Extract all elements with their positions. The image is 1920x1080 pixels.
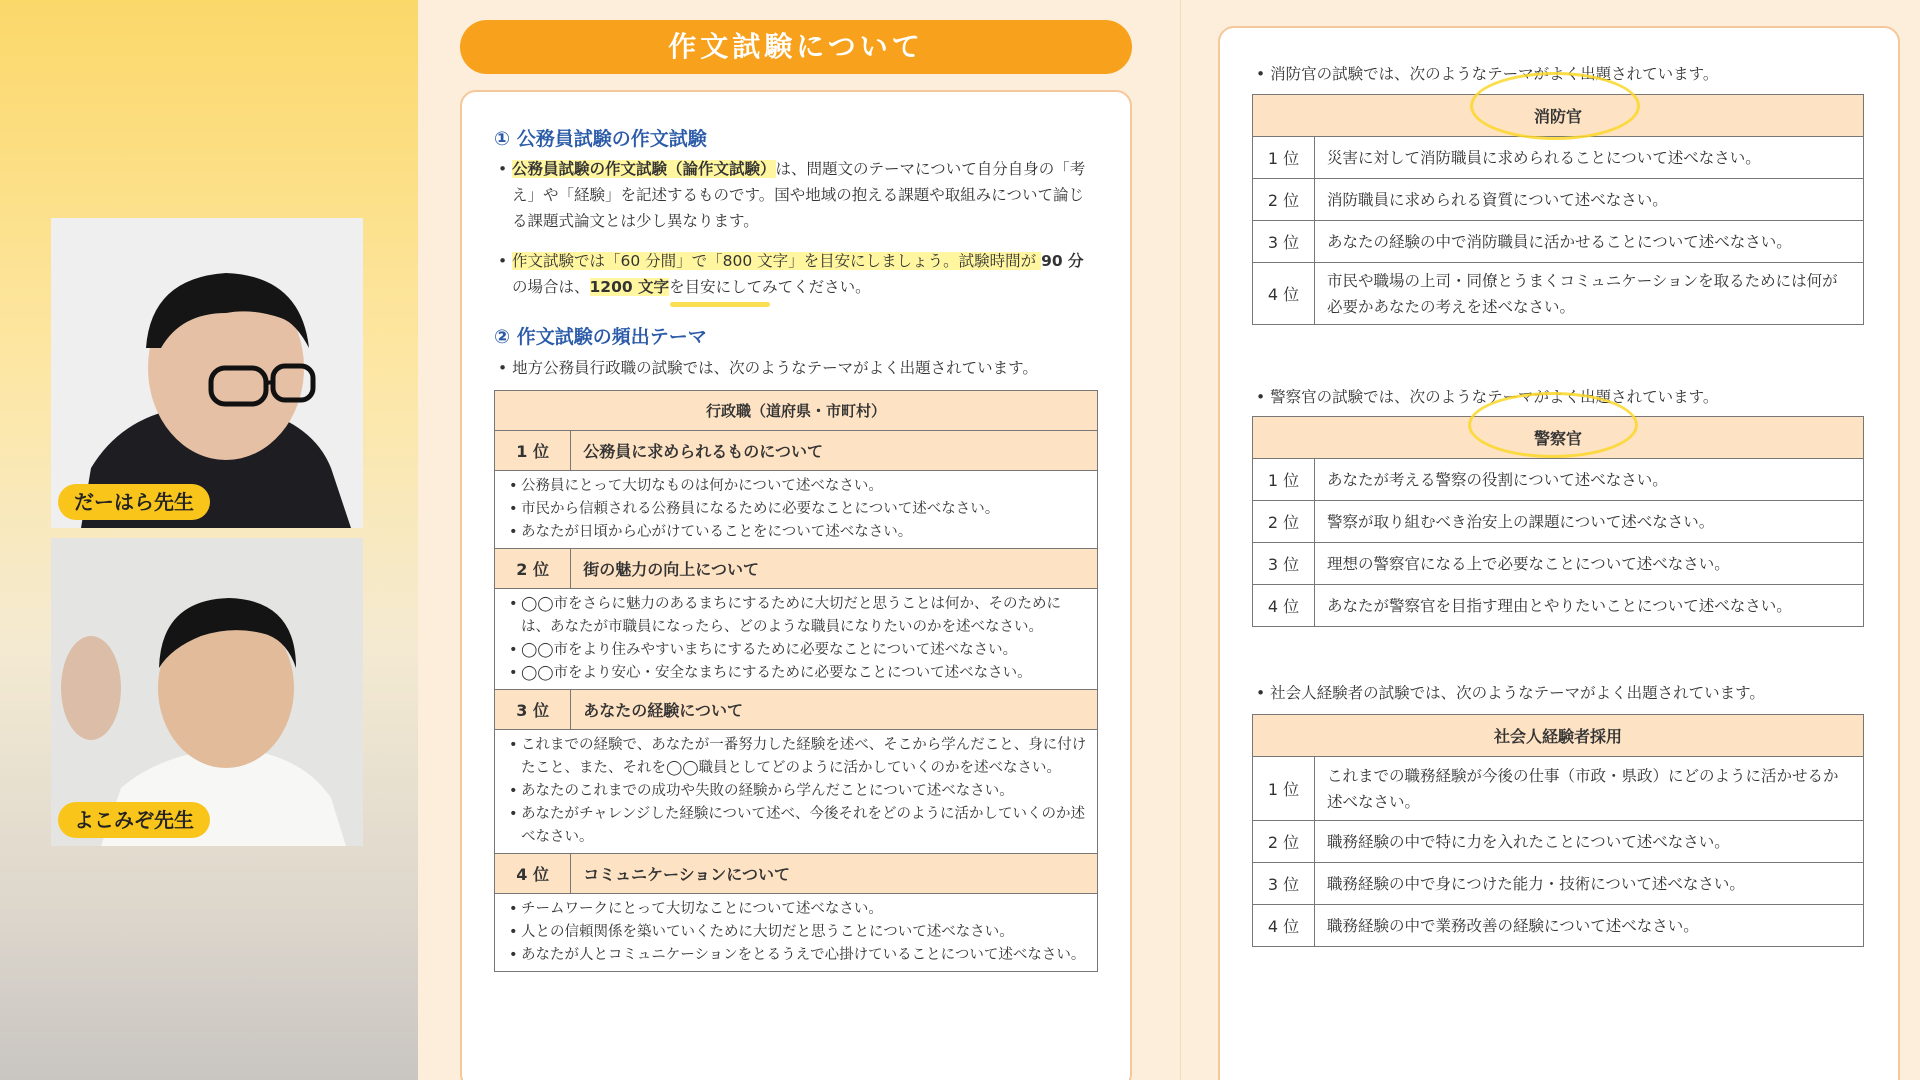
theme-table-career [1252,714,1864,947]
theme-cell: 警察が取り組むべき治安上の課題について述べなさい。 [1315,501,1864,543]
body-text: は、問題文のテーマについて自分自身の「考え」や「経験」を記述するものです。国や地域の抱える課題や取組みについて論じる課題式論文とは少し異なります。 [512,160,1086,230]
list-item: • あなたがチャレンジした経験について述べ、今後それをどのように活かしていくのか述べなさい。 [509,803,1087,849]
annotation-circle [1468,392,1638,458]
rank-cell: 3 位 [1253,543,1315,585]
emphasis-text: 公務員試験の作文試験（論作文試験） [512,160,776,178]
table-header: 社会人経験者採用 [1253,715,1864,757]
intro-text-fire: • 消防官の試験では、次のようなテーマがよく出題されています。 [1256,65,1719,83]
participant-name-badge: よこみぞ先生 [58,802,210,838]
list-item: • ◯◯市をより住みやすいまちにするために必要なことについて述べなさい。 [509,639,1087,662]
items-cell [495,894,1098,972]
participant-name-badge: だーはら先生 [58,484,210,520]
paragraph-time-guideline: • 作文試験では「60 分間」で「800 文字」を目安にしましょう。試験時間が 90 分の場合は、1200 文字を目安にしてみてください。 [498,252,1084,296]
body-text: を目安にしてみてください。 [669,278,871,296]
rank-cell: 4 位 [1253,585,1315,627]
list-item: • ◯◯市をより安心・安全なまちにするために必要なことについて述べなさい。 [509,662,1087,685]
rank-cell: 4 位 [495,854,571,894]
emphasis-text: 90 分 [1041,252,1084,270]
list-item: • あなたのこれまでの成功や失敗の経験から学んだことについて述べなさい。 [509,780,1087,803]
category-cell: 街の魅力の向上について [571,549,1098,589]
body-text: 作文試験では「60 分間」で「800 文字」を目安にしましょう。試験時間が [512,252,1042,270]
list-item: • ◯◯市をさらに魅力のあるまちにするために大切だと思うことは何か、そのためには、あなたが市職員になったら、どのような職員になりたいのかを述べなさい。 [509,593,1087,639]
rank-cell: 2 位 [1253,179,1315,221]
rank-cell: 1 位 [495,431,571,471]
intro-text-police: • 警察官の試験では、次のようなテーマがよく出題されています。 [1256,388,1719,406]
theme-cell: 理想の警察官になる上で必要なことについて述べなさい。 [1315,543,1864,585]
theme-cell: 職務経験の中で身につけた能力・技術について述べなさい。 [1315,863,1864,905]
list-item: • あなたが日頃から心がけていることをについて述べなさい。 [509,521,1087,544]
theme-cell: これまでの職務経験が今後の仕事（市政・県政）にどのように活かせるか述べなさい。 [1315,757,1864,821]
table-header: 行政職（道府県・市町村） [495,391,1098,431]
rank-cell: 4 位 [1253,263,1315,325]
theme-cell: あなたの経験の中で消防職員に活かせることについて述べなさい。 [1315,221,1864,263]
rank-cell: 3 位 [1253,221,1315,263]
section-title-frequent-themes: ② 作文試験の頻出テーマ [494,326,707,348]
theme-cell: 災害に対して消防職員に求められることについて述べなさい。 [1315,137,1864,179]
list-item: • 市民から信頼される公務員になるために必要なことについて述べなさい。 [509,498,1087,521]
list-item: • あなたが人とコミュニケーションをとるうえで心掛けていることについて述べなさい。 [509,944,1087,967]
list-item: • 公務員にとって大切なものは何かについて述べなさい。 [509,475,1087,498]
rank-cell: 2 位 [1253,821,1315,863]
theme-cell: 市民や職場の上司・同僚とうまくコミュニケーションを取るためには何が必要かあなたの考えを述べなさい。 [1315,263,1864,325]
page-title: 作文試験について [460,20,1132,74]
theme-cell: 職務経験の中で特に力を入れたことについて述べなさい。 [1315,821,1864,863]
intro-text-admin: • 地方公務員行政職の試験では、次のようなテーマがよく出題されています。 [498,359,1038,377]
intro-text-career: • 社会人経験者の試験では、次のようなテーマがよく出題されています。 [1256,684,1765,702]
rank-cell: 3 位 [495,690,571,730]
list-item: • 人との信頼関係を築いていくために大切だと思うことについて述べなさい。 [509,921,1087,944]
theme-cell: あなたが警察官を目指す理由とやりたいことについて述べなさい。 [1315,585,1864,627]
rank-cell: 1 位 [1253,459,1315,501]
video-tile-yokomizo[interactable] [51,538,363,846]
rank-cell: 1 位 [1253,137,1315,179]
rank-cell: 4 位 [1253,905,1315,947]
paragraph-essay-overview: • 公務員試験の作文試験（論作文試験）は、問題文のテーマについて自分自身の「考え」や「経験」を記述するものです。国や地域の抱える課題や取組みについて論じる課題式論文とは少し異なります。 [498,160,1086,230]
video-tile-daahara[interactable] [51,218,363,528]
theme-cell: 消防職員に求められる資質について述べなさい。 [1315,179,1864,221]
theme-table-admin [494,390,1098,972]
body-text: の場合は、 [512,278,590,296]
annotation-circle [1470,72,1640,140]
rank-cell: 3 位 [1253,863,1315,905]
list-item: • チームワークにとって大切なことについて述べなさい。 [509,898,1087,921]
emphasis-text: 1200 文字 [589,278,670,296]
section-title-essay-exam: ① 公務員試験の作文試験 [494,128,707,150]
category-cell: あなたの経験について [571,690,1098,730]
category-cell: 公務員に求められるものについて [571,431,1098,471]
items-cell [495,730,1098,854]
items-cell [495,589,1098,690]
rank-cell: 2 位 [495,549,571,589]
table-header: 消防官 [1253,95,1864,137]
items-cell [495,471,1098,549]
table-header: 警察官 [1253,417,1864,459]
category-cell: コミュニケーションについて [571,854,1098,894]
rank-cell: 1 位 [1253,757,1315,821]
person-video-feed-2 [51,538,363,846]
list-item: • これまでの経験で、あなたが一番努力した経験を述べ、そこから学んだこと、身に付けたこと、また、それを◯◯職員としてどのように活かしていくのかを述べなさい。 [509,734,1087,780]
annotation-underline [670,302,770,307]
rank-cell: 2 位 [1253,501,1315,543]
theme-cell: 職務経験の中で業務改善の経験について述べなさい。 [1315,905,1864,947]
person-video-feed-1 [51,218,363,528]
theme-cell: あなたが考える警察の役割について述べなさい。 [1315,459,1864,501]
